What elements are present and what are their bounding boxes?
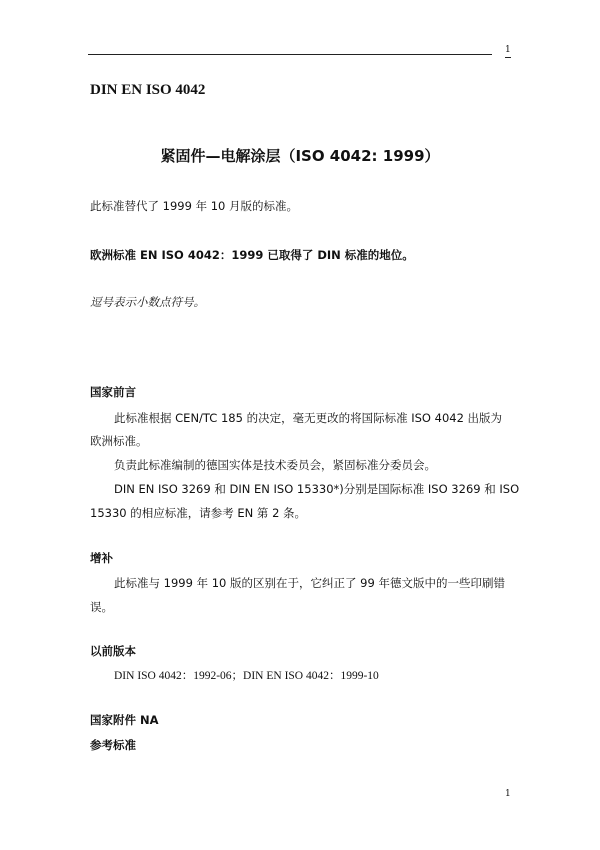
header-page-number-underline: [505, 57, 511, 58]
previous-editions-text: DIN ISO 4042：1992-06；DIN EN ISO 4042：1999-10: [114, 670, 379, 682]
foreword-para1-line2: 欧洲标准。: [90, 434, 148, 448]
footer-page-number: 1: [505, 789, 511, 799]
annex-heading: 国家附件 NA: [90, 713, 159, 727]
comma-note: 逗号表示小数点符号。: [90, 295, 205, 309]
amendments-line2: 误。: [90, 600, 113, 614]
foreword-para2: 负责此标准编制的德国实体是技术委员会，紧固标准分委员会。: [114, 458, 436, 472]
foreword-para3-line2: 15330 的相应标准，请参考 EN 第 2 条。: [90, 506, 307, 520]
foreword-para3-line1: DIN EN ISO 3269 和 DIN EN ISO 15330*)分别是国际标准 ISO 3269 和 ISO: [114, 482, 520, 496]
previous-editions-heading: 以前版本: [90, 644, 136, 658]
amendments-line1: 此标准与 1999 年 10 版的区别在于，它纠正了 99 年德文版中的一些印刷错: [114, 576, 505, 590]
replaces-note: 此标准替代了 1999 年 10 月版的标准。: [90, 199, 299, 213]
foreword-para1-line1: 此标准根据 CEN/TC 185 的决定，毫无更改的将国际标准 ISO 4042 出版为: [114, 411, 503, 425]
document-title: 紧固件—电解涂层（ISO 4042: 1999）: [160, 147, 440, 165]
annex-subheading: 参考标准: [90, 738, 136, 752]
amendments-heading: 增补: [90, 551, 113, 565]
header-rule: [88, 54, 492, 55]
national-foreword-heading: 国家前言: [90, 385, 136, 399]
document-id: DIN EN ISO 4042: [90, 82, 206, 98]
header-page-number: 1: [505, 45, 511, 55]
status-note: 欧洲标准 EN ISO 4042：1999 已取得了 DIN 标准的地位。: [90, 248, 414, 262]
